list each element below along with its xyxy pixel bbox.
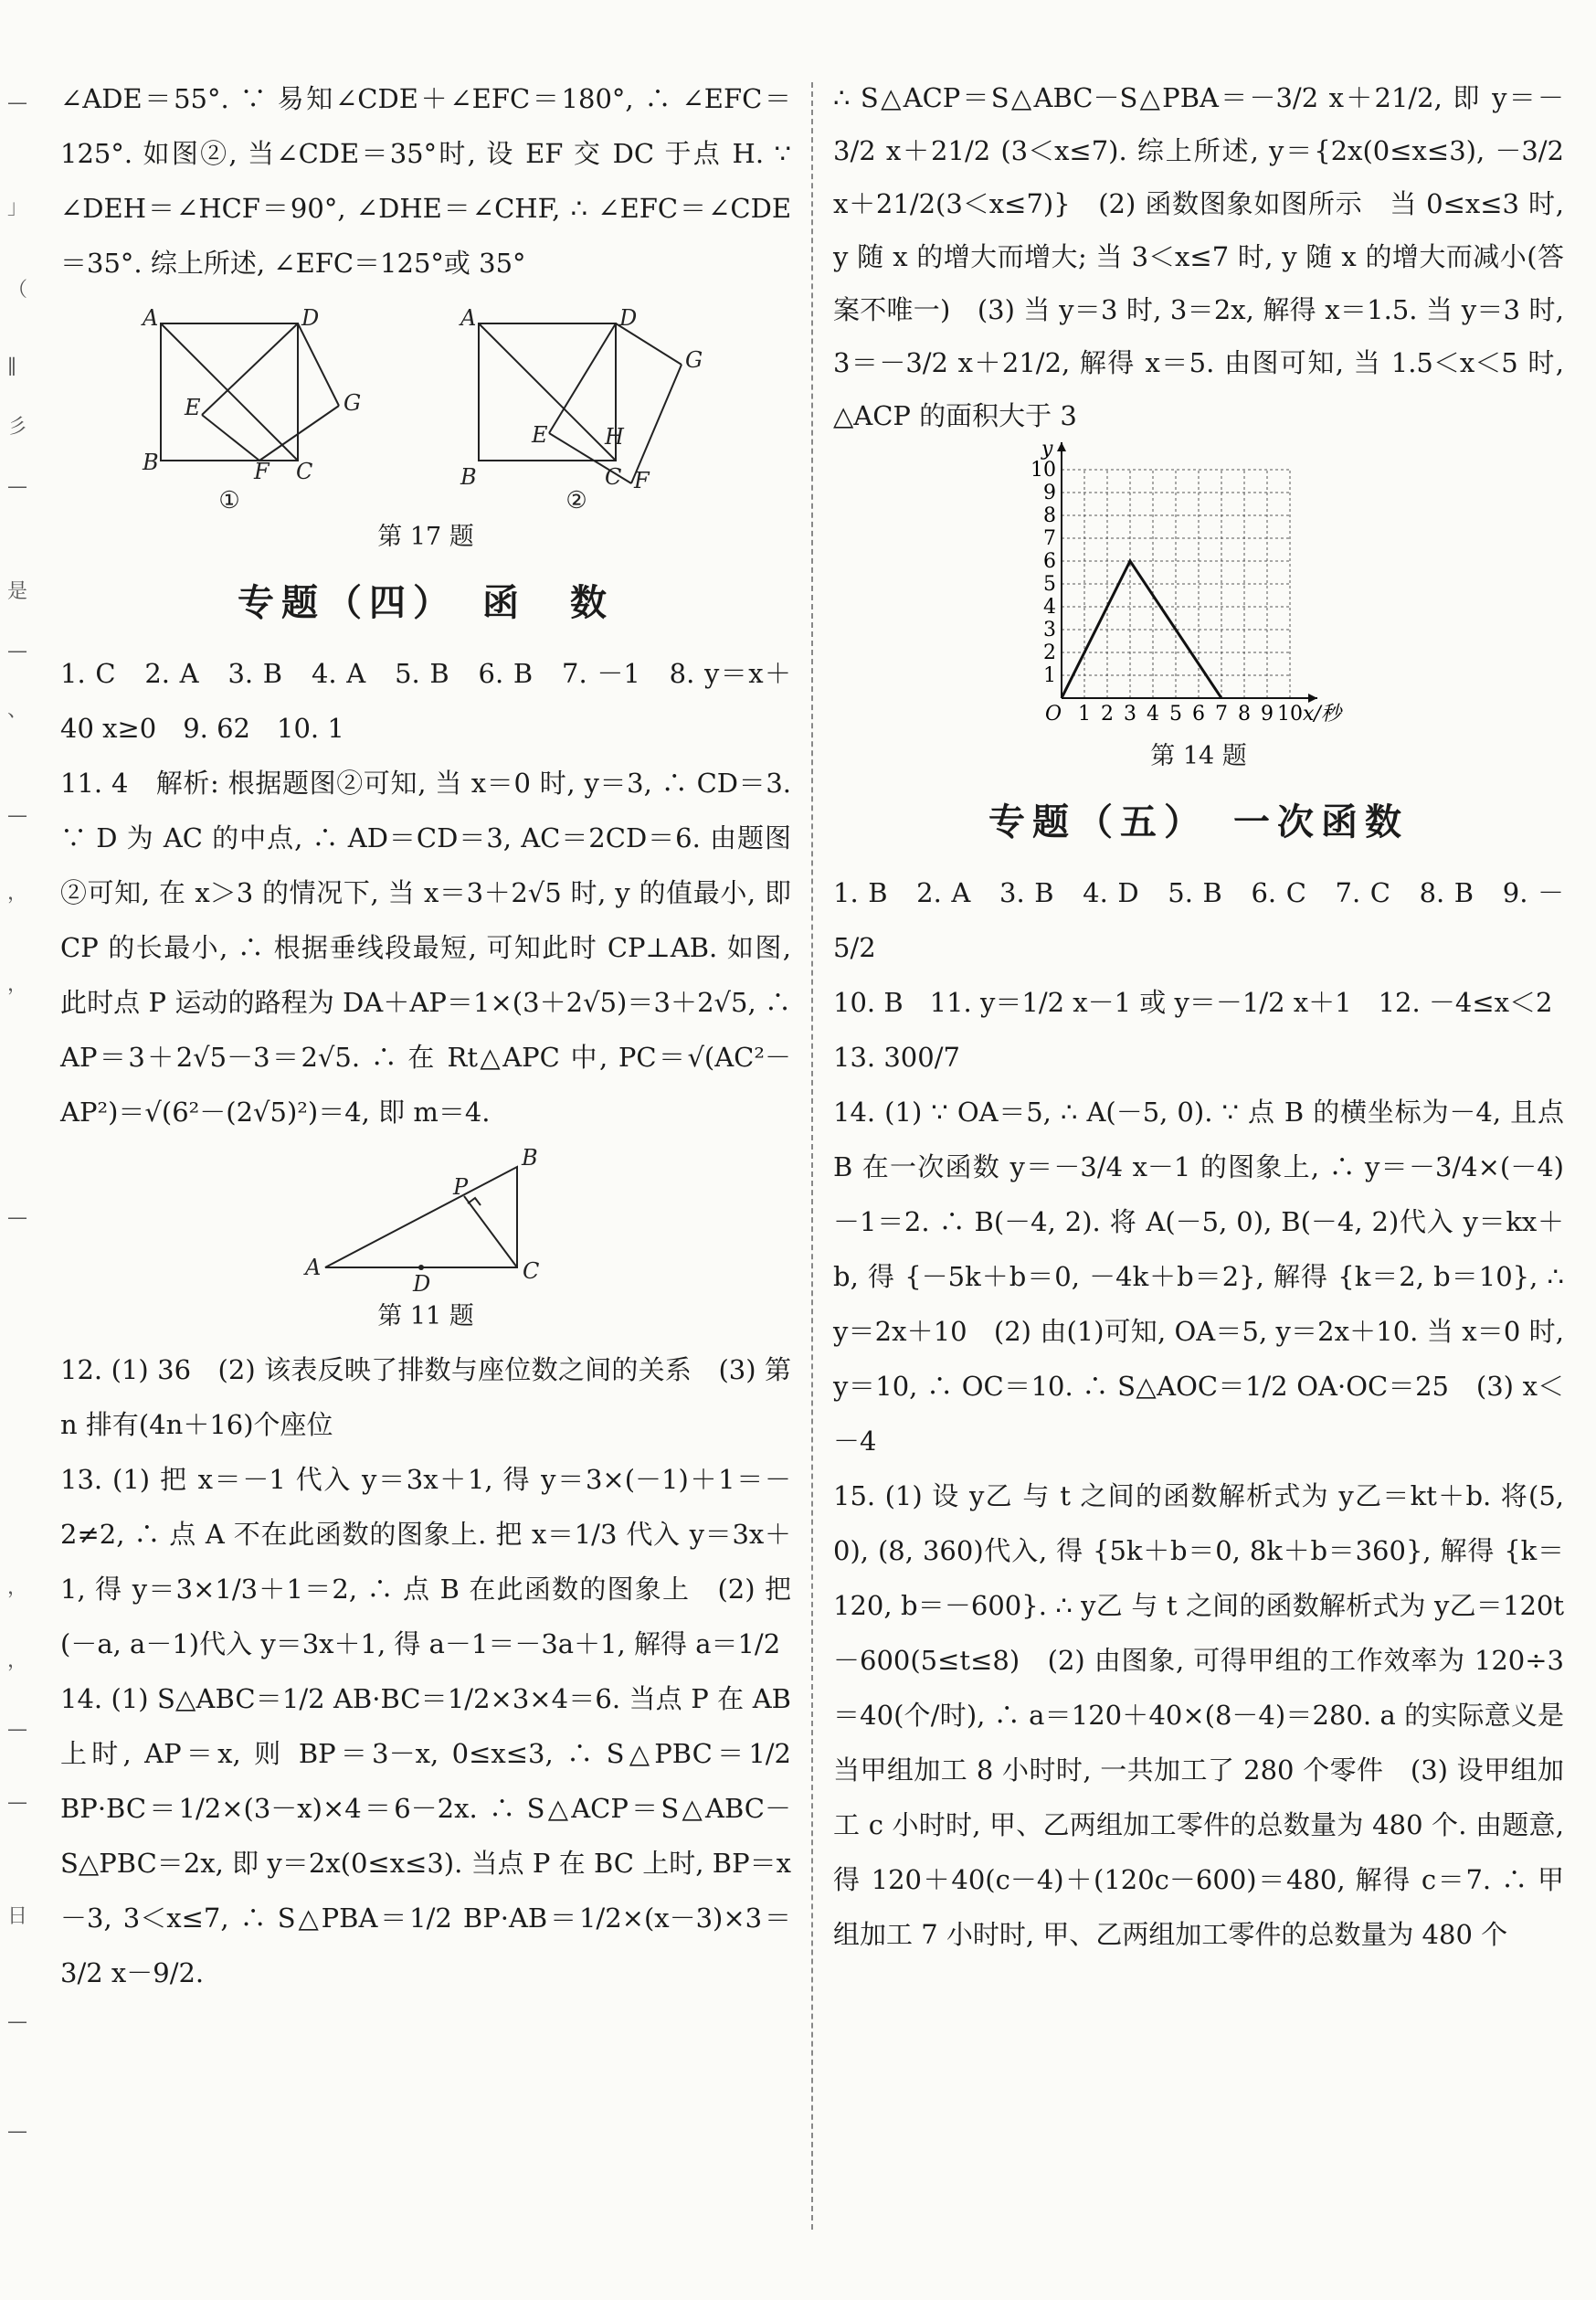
edge-mark: — xyxy=(7,1791,27,1814)
svg-text:C: C xyxy=(296,459,313,484)
x-tick-label: 10 xyxy=(1277,703,1303,726)
svg-text:C: C xyxy=(523,1258,540,1284)
origin-label: O xyxy=(1045,703,1062,726)
section-5-answers-1-9: 1. B 2. A 3. B 4. D 5. B 6. C 7. C 8. B 9. －5/2 xyxy=(833,877,1564,963)
edge-mark: ， xyxy=(7,1576,28,1599)
edge-mark: 、 xyxy=(7,699,28,722)
figure-14-caption: 第 14 题 xyxy=(1150,742,1247,770)
edge-mark: 是 xyxy=(7,580,28,603)
y-tick-label: 3 xyxy=(1043,619,1056,641)
x-tick-label: 6 xyxy=(1192,703,1205,726)
svg-text:E: E xyxy=(185,395,201,420)
right-column xyxy=(833,71,1564,1962)
section-5-q13: 13. 300/7 xyxy=(833,1042,960,1073)
figure-17-diagram xyxy=(60,305,791,515)
svg-text:G: G xyxy=(685,347,703,373)
y-tick-label: 9 xyxy=(1043,482,1056,504)
svg-text:A: A xyxy=(305,1255,322,1280)
section-4-q13: 13. (1) 把 x＝－1 代入 y＝3x＋1, 得 y＝3×(－1)＋1＝－2≠2, ∴ 点 A 不在此函数的图象上. 把 x＝1/3 代入 y＝3x＋1, 得 y＝3×1/3＋1＝2, ∴ 点 B 在此函数的图象上 (2) 把(－a, a－1)代入 y＝3x＋1, 得 a－1＝－3a＋1, 解得 a＝1/2 xyxy=(60,1464,791,1659)
edge-mark: 」 xyxy=(7,196,28,219)
edge-mark: ∥ xyxy=(7,356,17,379)
section-4-q11: 11. 4 解析: 根据题图②可知, 当 x＝0 时, y＝3, ∴ CD＝3. ∵ D 为 AC 的中点, ∴ AD＝CD＝3, AC＝2CD＝6. 由题图②可知, 在 x＞3 的情况下, 当 x＝3＋2√5 时, y 的值最小, 即 CP 的长最小, ∴ 根据垂线段最短, 可知此时 CP⊥AB. 如图, 此时点 P 运动的路程为 DA＋AP＝1×(3＋2√5)＝3＋2√5, ∴ AP＝3＋2√5－3＝2√5. ∴ 在 Rt△APC 中, PC＝√(AC²－AP²)＝√(6²－(2√5)²)＝4, 即 m＝4. xyxy=(60,768,791,1128)
y-tick-label: 2 xyxy=(1043,641,1056,664)
q14-continuation: ∴ S△ACP＝S△ABC－S△PBA＝－3/2 x＋21/2, 即 y＝－3/2 x＋21/2 (3＜x≤7). 综上所述, y＝{2x(0≤x≤3), －3/2 x＋21/2(3＜x≤7)} (2) 函数图象如图所示 当 0≤x≤3 时, y 随 x 的增大而增大; 当 3＜x≤7 时, y 随 x 的增大而减小(答案不唯一) (3) 当 y＝3 时, 3＝2x, 解得 x＝1.5. 当 y＝3 时, 3＝－3/2 x＋21/2, 解得 x＝5. 由图可知, 当 1.5＜x＜5 时, △ACP 的面积大于 3 xyxy=(833,82,1564,431)
edge-mark: （ xyxy=(7,279,28,302)
section-4-answers-1-10: 1. C 2. A 3. B 4. A 5. B 6. B 7. －1 8. y＝x＋40 x≥0 9. 62 10. 1 xyxy=(60,658,791,744)
section-4-q14: 14. (1) S△ABC＝1/2 AB·BC＝1/2×3×4＝6. 当点 P 在 AB 上时, AP＝x, 则 BP＝3－x, 0≤x≤3, ∴ S△PBC＝1/2 BP·BC＝1/2×(3－x)×4＝6－2x. ∴ S△ACP＝S△ABC－S△PBC＝2x, 即 y＝2x(0≤x≤3). 当点 P 在 BC 上时, BP＝x－3, 3＜x≤7, ∴ S△PBA＝1/2 BP·AB＝1/2×(x－3)×3＝3/2 x－9/2. xyxy=(60,1683,791,1988)
y-tick-label: 10 xyxy=(1031,459,1056,482)
svg-text:B: B xyxy=(143,450,159,475)
x-tick-label: 8 xyxy=(1238,703,1251,726)
y-tick-label: 4 xyxy=(1043,596,1056,619)
figure-14 xyxy=(833,442,1564,775)
figure-17-caption: 第 17 题 xyxy=(377,523,474,551)
edge-mark: — xyxy=(7,475,27,498)
edge-mark: ， xyxy=(7,1649,28,1672)
x-tick-label: 1 xyxy=(1078,703,1091,726)
section-5-q14: 14. (1) ∵ OA＝5, ∴ A(－5, 0). ∵ 点 B 的横坐标为－4, 且点 B 在一次函数 y＝－3/4 x－1 的图象上, ∴ y＝－3/4×(－4)－1＝2. ∴ B(－4, 2). 将 A(－5, 0), B(－4, 2)代入 y＝kx＋b, 得 {－5k＋b＝0, －4k＋b＝2}, 解得 {k＝2, b＝10}, ∴ y＝2x＋10 (2) 由(1)可知, OA＝5, y＝2x＋10. 当 x＝0 时, y＝10, ∴ OC＝10. ∴ S△AOC＝1/2 OA·OC＝25 (3) x＜－4 xyxy=(833,1097,1564,1457)
edge-mark: — xyxy=(7,1206,27,1229)
svg-text:B: B xyxy=(522,1145,538,1171)
edge-mark: — xyxy=(7,804,27,827)
y-tick-label: 1 xyxy=(1043,664,1056,687)
edge-mark: — xyxy=(7,1718,27,1741)
fig17-sub1-label: ① xyxy=(218,487,240,514)
y-tick-label: 5 xyxy=(1043,573,1056,596)
svg-text:C: C xyxy=(605,464,622,490)
edge-mark: ， xyxy=(7,882,28,905)
section-4-q12: 12. (1) 36 (2) 该表反映了排数与座位数之间的关系 (3) 第 n 排有(4n＋16)个座位 xyxy=(60,1354,791,1440)
section-5-q15: 15. (1) 设 y乙 与 t 之间的函数解析式为 y乙＝kt＋b. 将(5, 0), (8, 360)代入, 得 {5k＋b＝0, 8k＋b＝360}, 解得 {k＝120, b＝－600}. ∴ y乙 与 t 之间的函数解析式为 y乙＝120t－600(5≤t≤8) (2) 由图象, 可得甲组的工作效率为 120÷3＝40(个/时), ∴ a＝120＋40×(8－4)＝280. a 的实际意义是当甲组加工 8 小时时, 一共加工了 280 个零件 (3) 设甲组加工 c 小时时, 甲、乙两组加工零件的总数量为 480 个. 由题意, 得 120＋40(c－4)＋(120c－600)＝480, 解得 c＝7. ∴ 甲组加工 7 小时时, 甲、乙两组加工零件的总数量为 480 个 xyxy=(833,1480,1564,1950)
section-4-title: 专题（四） 函 数 xyxy=(238,581,614,624)
x-tick-label: 2 xyxy=(1101,703,1114,726)
edge-mark: ， xyxy=(7,973,28,996)
y-tick-label: 7 xyxy=(1043,527,1056,550)
x-axis-label: x/秒 xyxy=(1303,703,1341,726)
figure-11-caption: 第 11 题 xyxy=(377,1302,474,1330)
x-tick-label: 3 xyxy=(1124,703,1136,726)
edge-mark: 彡 xyxy=(7,416,28,439)
svg-text:B: B xyxy=(460,464,477,490)
edge-mark: 日 xyxy=(7,1905,28,1928)
q17-continuation: ∠ADE＝55°. ∵ 易知∠CDE＋∠EFC＝180°, ∴ ∠EFC＝125°. 如图②, 当∠CDE＝35°时, 设 EF 交 DC 于点 H. ∵ ∠DEH＝∠HCF＝90°, ∠DHE＝∠CHF, ∴ ∠EFC＝∠CDE＝35°. 综上所述, ∠EFC＝125°或 35° xyxy=(60,83,791,279)
page-edge-fragments xyxy=(0,0,35,2300)
figure-14-chart xyxy=(833,442,1564,735)
svg-text:A: A xyxy=(460,305,477,331)
left-column xyxy=(60,71,791,2000)
fig17-sub2-label: ② xyxy=(565,487,587,514)
figure-11-diagram xyxy=(60,1139,791,1295)
section-5-title: 专题（五） 一次函数 xyxy=(988,800,1409,843)
x-tick-label: 9 xyxy=(1261,703,1274,726)
edge-mark: — xyxy=(7,2120,27,2143)
y-axis-arrow-icon xyxy=(1057,442,1066,451)
svg-text:G: G xyxy=(344,390,362,416)
y-axis-label: y xyxy=(1041,442,1053,461)
x-tick-label: 5 xyxy=(1169,703,1182,726)
svg-text:D: D xyxy=(301,305,320,331)
svg-text:P: P xyxy=(453,1174,469,1200)
x-tick-label: 4 xyxy=(1147,703,1159,726)
edge-mark: — xyxy=(7,640,27,662)
svg-text:F: F xyxy=(634,468,650,493)
edge-mark: — xyxy=(7,91,27,114)
edge-mark: — xyxy=(7,2010,27,2033)
figure-11 xyxy=(60,1139,791,1335)
svg-text:D: D xyxy=(619,305,638,331)
x-axis-arrow-icon xyxy=(1308,694,1317,703)
svg-text:F: F xyxy=(254,459,270,484)
svg-text:H: H xyxy=(605,424,624,450)
figure-17 xyxy=(60,305,791,556)
y-tick-label: 6 xyxy=(1043,550,1056,573)
svg-text:D: D xyxy=(413,1271,431,1295)
y-tick-label: 8 xyxy=(1043,504,1056,527)
svg-text:E: E xyxy=(532,422,548,448)
x-tick-label: 7 xyxy=(1215,703,1228,726)
section-5-answers-10-12: 10. B 11. y＝1/2 x－1 或 y＝－1/2 x＋1 12. －4≤x＜2 xyxy=(833,987,1553,1018)
svg-text:A: A xyxy=(143,305,159,331)
column-divider xyxy=(811,82,813,2230)
